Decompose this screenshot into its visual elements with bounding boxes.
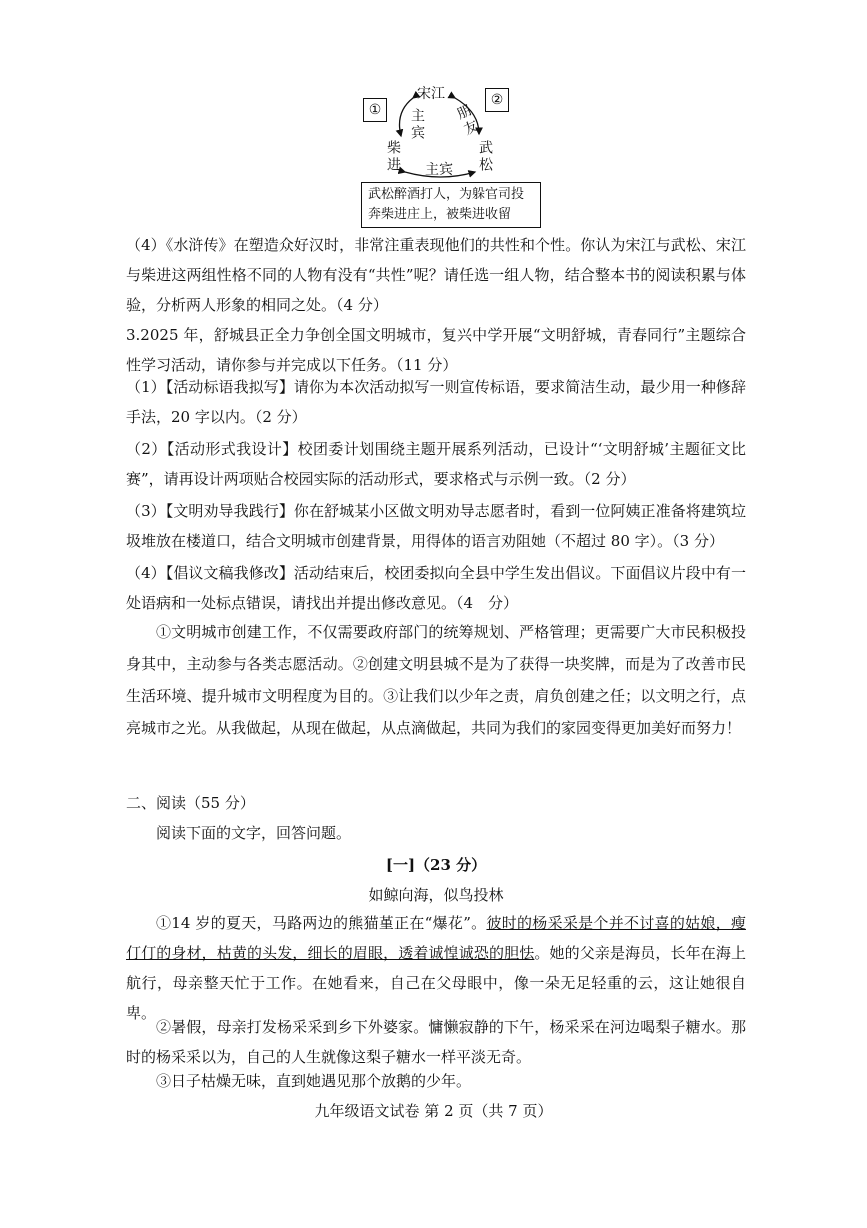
section-2-instruction: 阅读下面的文字，回答问题。: [156, 824, 352, 842]
relation-bottom: 主宾: [425, 162, 453, 178]
diagram-caption: 武松醉酒打人，为躲官司投奔柴进庄上，被柴进收留: [361, 182, 541, 228]
section-2-heading: 二、阅读（55 分）: [126, 794, 255, 812]
character-relationship-diagram: [355, 78, 545, 230]
article-title: 如鲸向海，似鸟投林: [368, 886, 504, 904]
relation-left: 主宾: [409, 108, 425, 142]
p1-opening: ①14 岁的夏天，马路两边的熊猫堇正在“爆花”。: [156, 914, 487, 932]
question-3-2: （2）【活动形式我设计】校团委计划围绕主题开展系列活动，已设计“‘文明舒城’主题征文比赛”，请再设计两项贴合校园实际的活动形式，要求格式与示例一致。（2 分）: [126, 440, 746, 488]
question-3-4: （4）【倡议文稿我修改】活动结束后，校团委拟向全县中学生发出倡议。下面倡议片段中有一处语病和一处标点错误，请找出并提出修改意见。（4 分）: [126, 564, 746, 612]
article-paragraph-3: ③日子枯燥无味，直到她遇见那个放鹅的少年。: [156, 1072, 472, 1090]
relationship-arrows: [355, 78, 545, 182]
question-3-intro: 3.2025 年，舒城县正全力争创全国文明城市，复兴中学开展“文明舒城，青春同行”主题综合性学习活动，请你参与并完成以下任务。（11 分）: [126, 326, 746, 374]
part-1-heading: [一]（23 分）: [385, 856, 487, 874]
question-4: （4）《水浒传》在塑造众好汉时，非常注重表现他们的共性和个性。你认为宋江与武松、宋江与柴进这两组性格不同的人物有没有“共性”呢？请任选一组人物，结合整本书的阅读积累与体验，分析两人形象的相同之处。（4 分）: [126, 236, 746, 314]
article-paragraph-2: ②暑假，母亲打发杨采采到乡下外婆家。慵懒寂静的下午，杨采采在河边喝梨子糖水。那时的杨采采以为，自己的人生就像这梨子糖水一样平淡无奇。: [126, 1018, 746, 1066]
node-wusong: 武松: [477, 140, 493, 174]
p1-underlined-sentence: 彼时的杨采采是个并不讨喜的姑娘，瘦仃仃的身材，枯黄的头发，细长的眉眼，透着诚惶诚恐的胆怯: [126, 914, 746, 962]
node-songjiang: 宋江: [417, 86, 445, 102]
page-footer: 九年级语文试卷 第 2 页（共 7 页）: [314, 1102, 553, 1120]
p1-closing: 。她的父亲是海员，长年在海上航行，母亲整天忙于工作。在她看来，自己在父母眼中，像一朵无足轻重的云，这让她很自卑。: [126, 944, 746, 1022]
relation-right: 朋友: [452, 102, 482, 140]
question-3-1: （1）【活动标语我拟写】请你为本次活动拟写一则宣传标语，要求简洁生动，最少用一种修辞手法，20 字以内。（2 分）: [126, 378, 746, 426]
question-3-3: （3）【文明劝导我践行】你在舒城某小区做文明劝导志愿者时，看到一位阿姨正准备将建筑垃圾堆放在楼道口，结合文明城市创建背景，用得体的语言劝阻她（不超过 80 字）。（3 分）: [126, 502, 746, 550]
article-paragraph-1: [126, 908, 746, 1028]
node-chaijin: 柴进: [385, 140, 401, 174]
blank-box-2: ②: [485, 88, 509, 112]
proposal-passage: ①文明城市创建工作，不仅需要政府部门的统筹规划、严格管理；更需要广大市民积极投身其中，主动参与各类志愿活动。②创建文明县城不是为了获得一块奖牌，而是为了改善市民生活环境、提升城市文明程度为目的。③让我们以少年之责，肩负创建之任；以文明之行，点亮城市之光。从我做起，从现在做起，从点滴做起，共同为我们的家园变得更加美好而努力！: [126, 623, 746, 737]
blank-box-1: ①: [363, 98, 387, 122]
